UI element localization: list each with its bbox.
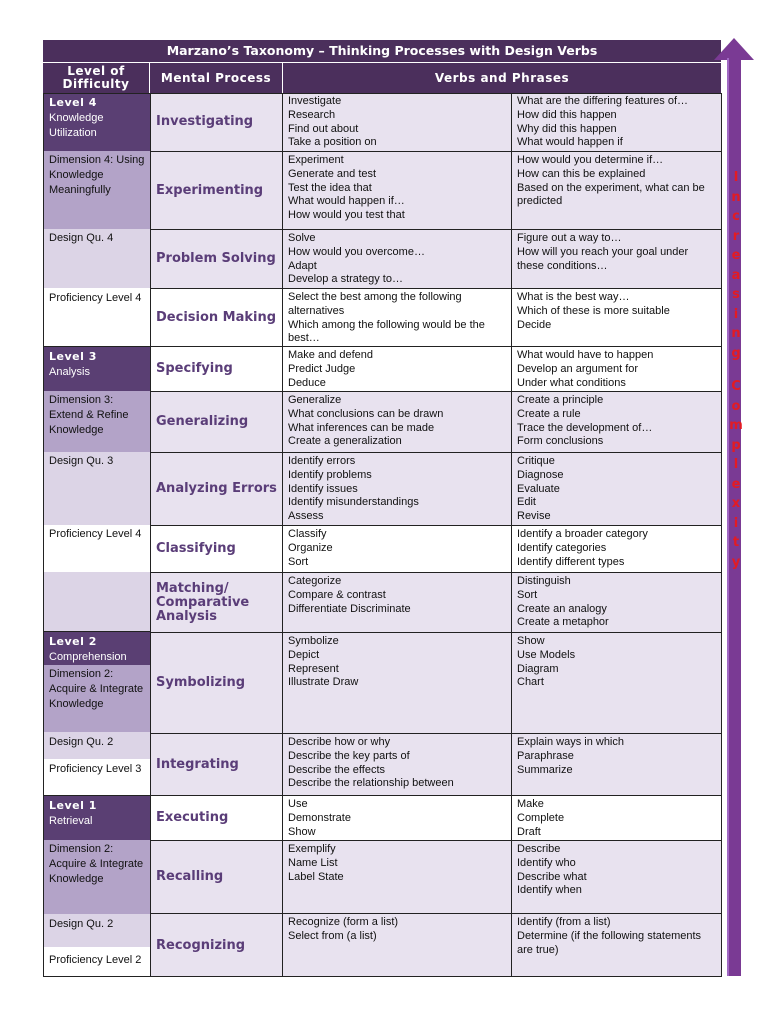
arrow-letter: e	[731, 476, 741, 492]
verb-item: Predict Judge	[288, 362, 356, 375]
verb-item: Differentiate Discriminate	[288, 602, 411, 615]
mental-process: Recalling	[150, 841, 283, 913]
level-label: Level 4	[49, 96, 97, 109]
verb-item: Make and defend	[288, 349, 374, 361]
arrow-letter: y	[731, 554, 741, 570]
level-column	[43, 93, 150, 977]
phrases-cell	[512, 734, 721, 795]
mental-process: Problem Solving	[150, 230, 283, 288]
arrow-letter: r	[732, 228, 740, 244]
header-process: Mental Process	[150, 63, 283, 93]
verb-item: Select from (a list)	[288, 929, 377, 942]
verb-item: Solve	[288, 232, 316, 244]
verbs-cell	[283, 796, 512, 840]
arrow-letter: i	[733, 515, 739, 531]
phrase-item: How did this happen	[517, 108, 617, 121]
phrase-item: Develop an argument for	[517, 362, 639, 375]
phrases-cell	[512, 841, 721, 913]
verb-item: What conclusions can be drawn	[288, 407, 444, 420]
level-label: Level 1	[49, 799, 97, 812]
phrase-item: Decide	[517, 318, 552, 331]
verb-item: Generalize	[288, 394, 342, 406]
phrase-item: Create a rule	[517, 407, 581, 420]
verb-item: Demonstrate	[288, 811, 351, 824]
phrase-item: Identify (from a list)	[517, 916, 611, 928]
verbs-cell	[283, 633, 512, 733]
phrases-cell	[512, 526, 721, 572]
verbs-cell	[283, 914, 512, 977]
phrase-item: Identify a broader category	[517, 528, 648, 540]
mental-process: Symbolizing	[150, 633, 283, 733]
verbs-cell	[283, 152, 512, 229]
verb-item: How would you overcome…	[288, 245, 425, 258]
phrase-item: Diagram	[517, 662, 559, 675]
verb-item: Classify	[288, 528, 327, 540]
mental-process: Analyzing Errors	[150, 453, 283, 525]
level-4-design-question: Design Qu. 4	[44, 229, 150, 288]
verb-item: What would happen if…	[288, 195, 405, 208]
phrase-item: Edit	[517, 496, 536, 509]
phrase-item: Distinguish	[517, 575, 571, 587]
mental-process: Executing	[150, 796, 283, 840]
level-name: Knowledge Utilization	[49, 112, 104, 139]
verb-item: Identify problems	[288, 468, 372, 481]
level-3-spacer	[44, 572, 150, 631]
verb-item: Depict	[288, 648, 320, 661]
verb-item: Identify issues	[288, 482, 358, 495]
phrase-item: Based on the experiment, what can be predicted	[517, 181, 705, 208]
verbs-cell	[283, 453, 512, 525]
verb-item: How would you test that	[288, 209, 405, 222]
verb-item: Find out about	[288, 122, 359, 135]
phrase-item: Figure out a way to…	[517, 232, 622, 244]
phrase-item: How would you determine if…	[517, 154, 664, 166]
level-3-header	[44, 346, 150, 391]
verb-item: Name List	[288, 856, 338, 869]
phrase-item: Which of these is more suitable	[517, 304, 670, 317]
phrase-item: Identify different types	[517, 555, 625, 568]
verb-item: Label State	[288, 870, 344, 883]
phrase-item: Identify when	[517, 884, 582, 897]
phrases-cell	[512, 152, 721, 229]
header-level: Level of Difficulty	[43, 63, 150, 93]
verb-item: Which among the following would be the best…	[288, 318, 485, 345]
level-3-dimension: Dimension 3: Extend & Refine Knowledge	[44, 391, 150, 452]
phrase-item: Identify who	[517, 856, 576, 869]
phrases-cell	[512, 914, 721, 977]
verb-item: Symbolize	[288, 635, 339, 647]
mental-process: Integrating	[150, 734, 283, 795]
phrase-item: Make	[517, 798, 544, 810]
arrow-letter: C	[731, 379, 741, 394]
mental-process: Recognizing	[150, 914, 283, 977]
phrases-cell	[512, 633, 721, 733]
verb-item: Develop a strategy to…	[288, 273, 403, 286]
verb-item: Exemplify	[288, 843, 336, 855]
verb-item: Select the best among the following alternatives	[288, 291, 462, 317]
level-3-design-question: Design Qu. 3	[44, 452, 150, 525]
phrase-item: Sort	[517, 588, 538, 601]
phrase-item: Critique	[517, 455, 555, 467]
level-4-proficiency: Proficiency Level 4	[44, 288, 150, 346]
phrase-item: What is the best way…	[517, 291, 630, 303]
phrase-item: Evaluate	[517, 482, 560, 495]
level-name: Analysis	[49, 366, 90, 378]
phrase-item: Complete	[517, 811, 565, 824]
level-1-dimension: Dimension 2: Acquire & Integrate Knowledge	[44, 840, 150, 914]
phrase-item: Diagnose	[517, 468, 564, 481]
mental-process: Decision Making	[150, 289, 283, 346]
arrow-letter: g	[731, 345, 741, 361]
verb-item: Organize	[288, 541, 333, 554]
arrow-letter: a	[731, 267, 741, 283]
phrase-item: Form conclusions	[517, 435, 604, 448]
verbs-cell	[283, 347, 512, 391]
verb-item: Deduce	[288, 376, 326, 389]
phrase-item: Under what conditions	[517, 376, 626, 389]
arrow-up-icon	[714, 38, 754, 60]
header-verbs: Verbs and Phrases	[283, 63, 721, 93]
level-2-design-question: Design Qu. 2	[44, 732, 150, 759]
verb-item: Show	[288, 825, 316, 838]
phrase-item: Trace the development of…	[517, 421, 653, 434]
arrow-letter: n	[731, 326, 741, 341]
level-2-header	[44, 631, 150, 665]
verbs-cell	[283, 230, 512, 288]
verb-item: Investigate	[288, 95, 342, 107]
verbs-cell	[283, 93, 512, 151]
phrase-item: Use Models	[517, 648, 576, 661]
arrow-letter: s	[732, 287, 740, 302]
arrow-letter: I	[733, 170, 739, 185]
phrases-cell	[512, 347, 721, 391]
verb-item: Categorize	[288, 575, 342, 587]
level-4-dimension: Dimension 4: Using Knowledge Meaningfully	[44, 151, 150, 229]
verb-item: Compare & contrast	[288, 588, 386, 601]
phrase-item: Create a metaphor	[517, 616, 609, 629]
verb-item: Assess	[288, 510, 324, 523]
mental-process: Matching/ Comparative Analysis	[150, 573, 283, 632]
mental-process: Generalizing	[150, 392, 283, 452]
verbs-cell	[283, 841, 512, 913]
verb-item: Experiment	[288, 154, 344, 166]
phrase-item: Show	[517, 635, 545, 647]
verb-item: Adapt	[288, 259, 317, 272]
verbs-cell	[283, 573, 512, 632]
phrase-item: How can this be explained	[517, 167, 646, 180]
verb-item: Identify misunderstandings	[288, 496, 419, 509]
phrase-item: Explain ways in which	[517, 736, 624, 748]
arrow-letter: m	[729, 418, 743, 433]
phrase-item: What are the differing features of…	[517, 95, 688, 107]
verb-item: Identify errors	[288, 455, 356, 467]
phrase-item: Draft	[517, 825, 541, 838]
phrases-cell	[512, 453, 721, 525]
level-label: Level 3	[49, 350, 97, 363]
phrases-cell	[512, 796, 721, 840]
arrow-letter: n	[731, 189, 741, 205]
level-4-header	[44, 93, 150, 151]
verb-item: Illustrate Draw	[288, 676, 359, 689]
verb-item: Use	[288, 798, 308, 810]
phrases-cell	[512, 93, 721, 151]
arrow-letter: e	[731, 248, 741, 263]
level-name: Retrieval	[49, 815, 93, 827]
verbs-cell	[283, 289, 512, 346]
level-1-proficiency: Proficiency Level 2	[44, 947, 150, 977]
phrase-item: Summarize	[517, 763, 573, 776]
arrow-letter: p	[731, 437, 741, 453]
verb-item: What inferences can be made	[288, 421, 435, 434]
mental-process: Classifying	[150, 526, 283, 572]
verb-item: Generate and test	[288, 167, 377, 180]
phrase-item: How will you reach your goal under these conditions…	[517, 245, 689, 272]
mental-process: Experimenting	[150, 152, 283, 229]
verbs-cell	[283, 526, 512, 572]
phrases-cell	[512, 392, 721, 452]
phrase-item: Identify categories	[517, 541, 607, 554]
mental-process: Specifying	[150, 347, 283, 391]
phrase-item: Chart	[517, 676, 544, 689]
verb-item: Test the idea that	[288, 181, 372, 194]
page-title: Marzano’s Taxonomy – Thinking Processes with Design Verbs	[43, 40, 721, 62]
verb-item: Describe how or why	[288, 736, 391, 748]
arrow-letter: l	[733, 457, 739, 472]
verb-item: Describe the effects	[288, 763, 386, 776]
verb-item: Describe the relationship between	[288, 777, 454, 790]
phrase-item: Describe what	[517, 870, 587, 883]
verb-item: Describe the key parts of	[288, 749, 410, 762]
phrase-item: What would have to happen	[517, 349, 654, 361]
phrase-item: Why did this happen	[517, 122, 617, 135]
level-1-design-question: Design Qu. 2	[44, 914, 150, 947]
arrow-letter: t	[732, 535, 740, 550]
phrase-item: Create an analogy	[517, 602, 607, 615]
verb-item: Represent	[288, 662, 339, 675]
arrow-letter: x	[731, 496, 741, 511]
phrase-item: Create a principle	[517, 394, 604, 406]
verb-item: Create a generalization	[288, 435, 402, 448]
phrases-cell	[512, 573, 721, 632]
level-name: Comprehension	[49, 651, 127, 663]
level-3-proficiency: Proficiency Level 4	[44, 525, 150, 572]
verbs-cell	[283, 734, 512, 795]
phrase-item: Determine (if the following statements are true)	[517, 929, 702, 956]
phrases-cell	[512, 289, 721, 346]
level-2-proficiency: Proficiency Level 3	[44, 759, 150, 795]
mental-process: Investigating	[150, 93, 283, 151]
phrase-item: Revise	[517, 510, 551, 523]
phrase-item: Describe	[517, 843, 561, 855]
verb-item: Take a position on	[288, 136, 377, 149]
arrow-letter: o	[731, 398, 741, 414]
phrase-item: What would happen if	[517, 136, 623, 149]
arrow-letter: i	[733, 306, 739, 322]
verbs-cell	[283, 392, 512, 452]
level-label: Level 2	[49, 635, 97, 648]
verb-item: Recognize (form a list)	[288, 916, 399, 928]
verb-item: Research	[288, 108, 336, 121]
arrow-letter: c	[732, 209, 740, 224]
phrase-item: Paraphrase	[517, 749, 574, 762]
complexity-arrow	[727, 58, 741, 976]
verb-item: Sort	[288, 555, 309, 568]
level-2-dimension: Dimension 2: Acquire & Integrate Knowledge	[44, 665, 150, 732]
phrases-cell	[512, 230, 721, 288]
level-1-header	[44, 795, 150, 840]
